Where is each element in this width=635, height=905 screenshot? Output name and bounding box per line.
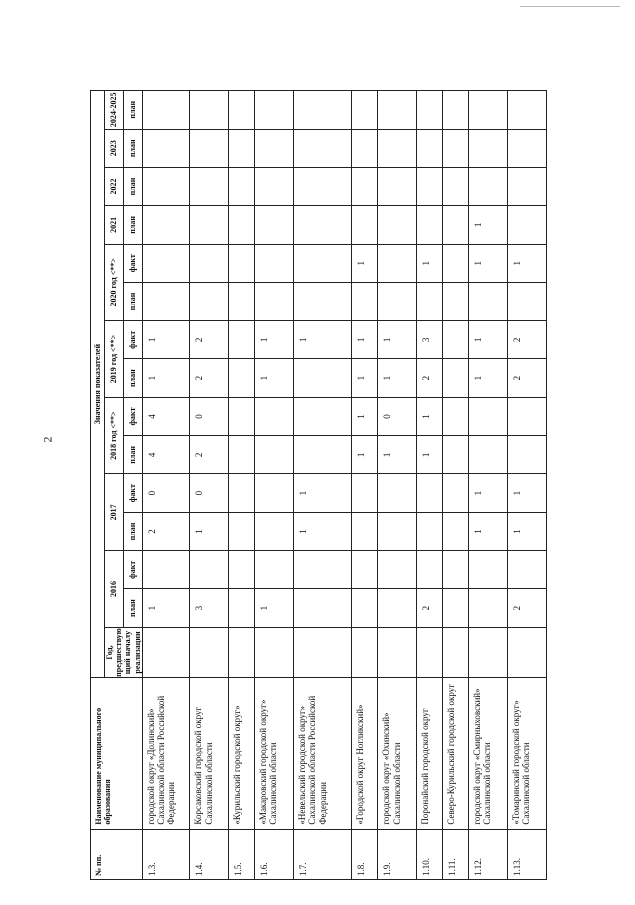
table-row (352, 91, 378, 880)
value-cell (442, 627, 468, 677)
value-cell: 2 (507, 589, 546, 627)
header-plan: план (123, 282, 142, 320)
value-cell (293, 244, 351, 282)
municipality-name: Северо-Курильский городской округ (442, 678, 468, 829)
value-cell: 1 (352, 436, 378, 474)
value-cell (229, 551, 255, 589)
header-plan: план (123, 359, 142, 397)
value-cell: 1 (417, 397, 443, 435)
value-cell: 1 (378, 436, 417, 474)
value-cell: 1 (468, 321, 507, 359)
value-cell (293, 167, 351, 205)
value-cell (442, 91, 468, 130)
value-cell (442, 512, 468, 550)
value-cell: 2 (142, 512, 190, 550)
header-plan: план (123, 167, 142, 205)
value-cell (190, 627, 229, 677)
value-cell: 2 (507, 359, 546, 397)
value-cell (352, 129, 378, 167)
header-plan: план (123, 512, 142, 550)
row-number: 1.3. (142, 829, 190, 879)
value-cell: 1 (255, 589, 294, 627)
value-cell (142, 244, 190, 282)
value-cell (142, 129, 190, 167)
value-cell (293, 589, 351, 627)
value-cell (507, 91, 546, 130)
value-cell (255, 627, 294, 677)
header-year-2024-2025: 2024-2025 (105, 91, 124, 130)
value-cell (378, 244, 417, 282)
municipality-name: Корсаковский городской округ Сахалинской области (190, 678, 229, 829)
value-cell: 1 (468, 244, 507, 282)
value-cell (417, 551, 443, 589)
value-cell (255, 397, 294, 435)
value-cell (352, 206, 378, 244)
value-cell (229, 244, 255, 282)
value-cell: 1 (293, 512, 351, 550)
value-cell (417, 206, 443, 244)
value-cell (255, 91, 294, 130)
value-cell (468, 551, 507, 589)
value-cell: 1 (352, 321, 378, 359)
value-cell (442, 474, 468, 512)
header-base-year: Год, предшествую щий началу реализации (105, 628, 142, 677)
value-cell (229, 206, 255, 244)
value-cell (507, 397, 546, 435)
value-cell (293, 436, 351, 474)
value-cell: 2 (507, 321, 546, 359)
page-number: 2 (40, 436, 55, 443)
value-cell (378, 206, 417, 244)
value-cell: 1 (142, 589, 190, 627)
row-number: 1.12. (468, 829, 507, 879)
value-cell: 0 (378, 397, 417, 435)
table-row (293, 91, 351, 880)
value-cell (190, 282, 229, 320)
value-cell: 1 (352, 244, 378, 282)
value-cell: 1 (507, 512, 546, 550)
header-year-2018: 2018 год <**> (105, 397, 124, 474)
value-cell (507, 167, 546, 205)
value-cell (229, 627, 255, 677)
value-cell: 1 (142, 321, 190, 359)
value-cell (293, 129, 351, 167)
value-cell (255, 436, 294, 474)
value-cell (190, 91, 229, 130)
row-number: 1.7. (293, 829, 351, 879)
value-cell (442, 167, 468, 205)
table-row (255, 91, 294, 880)
value-cell: 4 (142, 436, 190, 474)
table-row (468, 91, 507, 880)
value-cell (378, 91, 417, 130)
table-row (417, 91, 443, 880)
header-fact: факт (123, 474, 142, 512)
value-cell (255, 244, 294, 282)
rotated-table-wrapper (90, 90, 545, 880)
header-plan: план (123, 129, 142, 167)
value-cell: 1 (142, 359, 190, 397)
header-year-2022: 2022 (105, 167, 124, 205)
value-cell (255, 474, 294, 512)
header-plan: план (123, 206, 142, 244)
value-cell (507, 129, 546, 167)
header-fact: факт (123, 244, 142, 282)
value-cell: 1 (468, 359, 507, 397)
value-cell (229, 167, 255, 205)
value-cell (229, 474, 255, 512)
value-cell (352, 282, 378, 320)
value-cell (417, 167, 443, 205)
value-cell: 4 (142, 397, 190, 435)
value-cell: 3 (417, 321, 443, 359)
header-fact: факт (123, 551, 142, 589)
value-cell (229, 359, 255, 397)
value-cell (468, 129, 507, 167)
municipality-name: городской округ «Долинский» Сахалинской области Российской Федерации (142, 678, 190, 829)
value-cell (229, 321, 255, 359)
value-cell (293, 627, 351, 677)
municipality-name: «Макаровский городской округ» Сахалинской области (255, 678, 294, 829)
row-number: 1.9. (378, 829, 417, 879)
value-cell (142, 206, 190, 244)
value-cell (352, 91, 378, 130)
header-num: № пп. (91, 829, 143, 879)
table-row (142, 91, 190, 880)
value-cell (468, 627, 507, 677)
value-cell (293, 397, 351, 435)
value-cell (378, 474, 417, 512)
value-cell (468, 436, 507, 474)
value-cell: 3 (190, 589, 229, 627)
header-year-2017: 2017 (105, 474, 124, 551)
value-cell: 2 (190, 321, 229, 359)
value-cell: 1 (507, 244, 546, 282)
value-cell (229, 91, 255, 130)
value-cell (417, 282, 443, 320)
municipality-name: «Городской округ Ногликский» (352, 678, 378, 829)
value-cell: 1 (352, 397, 378, 435)
value-cell (442, 359, 468, 397)
value-cell: 0 (190, 397, 229, 435)
value-cell: 1 (293, 321, 351, 359)
value-cell (229, 129, 255, 167)
value-cell (417, 129, 443, 167)
value-cell: 1 (255, 359, 294, 397)
table-row (378, 91, 417, 880)
value-cell: 2 (417, 359, 443, 397)
header-year-2020: 2020 год <**> (105, 244, 124, 321)
value-cell (255, 206, 294, 244)
value-cell (442, 436, 468, 474)
value-cell: 1 (378, 359, 417, 397)
value-cell (352, 512, 378, 550)
value-cell (507, 436, 546, 474)
value-cell (142, 167, 190, 205)
row-number: 1.6. (255, 829, 294, 879)
row-number: 1.8. (352, 829, 378, 879)
value-cell (507, 627, 546, 677)
value-cell: 1 (293, 474, 351, 512)
value-cell (142, 551, 190, 589)
value-cell (378, 627, 417, 677)
value-cell (352, 627, 378, 677)
value-cell: 2 (417, 589, 443, 627)
municipality-name: городской округ «Охинский» Сахалинской области (378, 678, 417, 829)
value-cell (378, 167, 417, 205)
header-year-2016: 2016 (105, 551, 124, 628)
value-cell (468, 91, 507, 130)
value-cell: 2 (190, 436, 229, 474)
value-cell (190, 244, 229, 282)
value-cell (142, 91, 190, 130)
value-cell (293, 551, 351, 589)
value-cell (442, 244, 468, 282)
header-plan: план (123, 589, 142, 627)
header-name: Наименование муниципального образования (91, 678, 143, 829)
value-cell: 1 (468, 206, 507, 244)
value-cell: 1 (417, 244, 443, 282)
header-values: Значения показателей (91, 91, 105, 678)
value-cell (468, 282, 507, 320)
municipality-name: «Томаринский городской округ» Сахалинской области (507, 678, 546, 829)
value-cell (229, 397, 255, 435)
value-cell: 1 (417, 436, 443, 474)
value-cell (442, 551, 468, 589)
value-cell (378, 551, 417, 589)
value-cell (229, 282, 255, 320)
header-year-2019: 2019 год <**> (105, 321, 124, 398)
header-fact: факт (123, 397, 142, 435)
value-cell: 2 (190, 359, 229, 397)
value-cell (190, 206, 229, 244)
value-cell (442, 206, 468, 244)
value-cell: 1 (190, 512, 229, 550)
value-cell (255, 129, 294, 167)
indicators-table (90, 90, 547, 880)
value-cell (255, 512, 294, 550)
value-cell (442, 321, 468, 359)
value-cell (507, 206, 546, 244)
value-cell (417, 91, 443, 130)
header-plan: план (123, 91, 142, 130)
value-cell (507, 551, 546, 589)
value-cell (378, 589, 417, 627)
value-cell (352, 551, 378, 589)
value-cell (442, 129, 468, 167)
value-cell (378, 282, 417, 320)
row-number: 1.10. (417, 829, 443, 879)
value-cell (442, 589, 468, 627)
value-cell (255, 282, 294, 320)
value-cell: 1 (378, 321, 417, 359)
value-cell (190, 167, 229, 205)
row-number: 1.13. (507, 829, 546, 879)
row-number: 1.4. (190, 829, 229, 879)
row-number: 1.11. (442, 829, 468, 879)
value-cell: 0 (190, 474, 229, 512)
header-year-2021: 2021 (105, 206, 124, 244)
row-number: 1.5. (229, 829, 255, 879)
value-cell (468, 397, 507, 435)
table-row (190, 91, 229, 880)
value-cell (468, 589, 507, 627)
value-cell (229, 589, 255, 627)
value-cell: 1 (468, 474, 507, 512)
table-row (507, 91, 546, 880)
value-cell (417, 474, 443, 512)
value-cell: 0 (142, 474, 190, 512)
value-cell (378, 129, 417, 167)
value-cell (352, 167, 378, 205)
header-fact: факт (123, 321, 142, 359)
value-cell (190, 551, 229, 589)
value-cell (417, 627, 443, 677)
value-cell (142, 627, 190, 677)
value-cell (468, 167, 507, 205)
value-cell: 1 (352, 359, 378, 397)
value-cell: 1 (255, 321, 294, 359)
value-cell (293, 206, 351, 244)
municipality-name: городской округ «Смирныховский» Сахалинской области (468, 678, 507, 829)
value-cell (378, 512, 417, 550)
value-cell (229, 512, 255, 550)
value-cell (255, 551, 294, 589)
value-cell (293, 359, 351, 397)
header-plan: план (123, 436, 142, 474)
value-cell (229, 436, 255, 474)
table-row (229, 91, 255, 880)
value-cell (255, 167, 294, 205)
value-cell: 1 (468, 512, 507, 550)
municipality-name: Поронайский городской округ (417, 678, 443, 829)
value-cell (190, 129, 229, 167)
value-cell: 1 (507, 474, 546, 512)
value-cell (507, 282, 546, 320)
table-body (142, 91, 546, 880)
value-cell (293, 91, 351, 130)
value-cell (442, 397, 468, 435)
value-cell (293, 282, 351, 320)
municipality-name: «Курильский городской округ» (229, 678, 255, 829)
municipality-name: «Невельский городской округ» Сахалинской области Российской Федерации (293, 678, 351, 829)
header-year-2023: 2023 (105, 129, 124, 167)
value-cell (142, 282, 190, 320)
top-rule (520, 6, 620, 7)
value-cell (352, 474, 378, 512)
table-row (442, 91, 468, 880)
value-cell (352, 589, 378, 627)
value-cell (417, 512, 443, 550)
value-cell (442, 282, 468, 320)
